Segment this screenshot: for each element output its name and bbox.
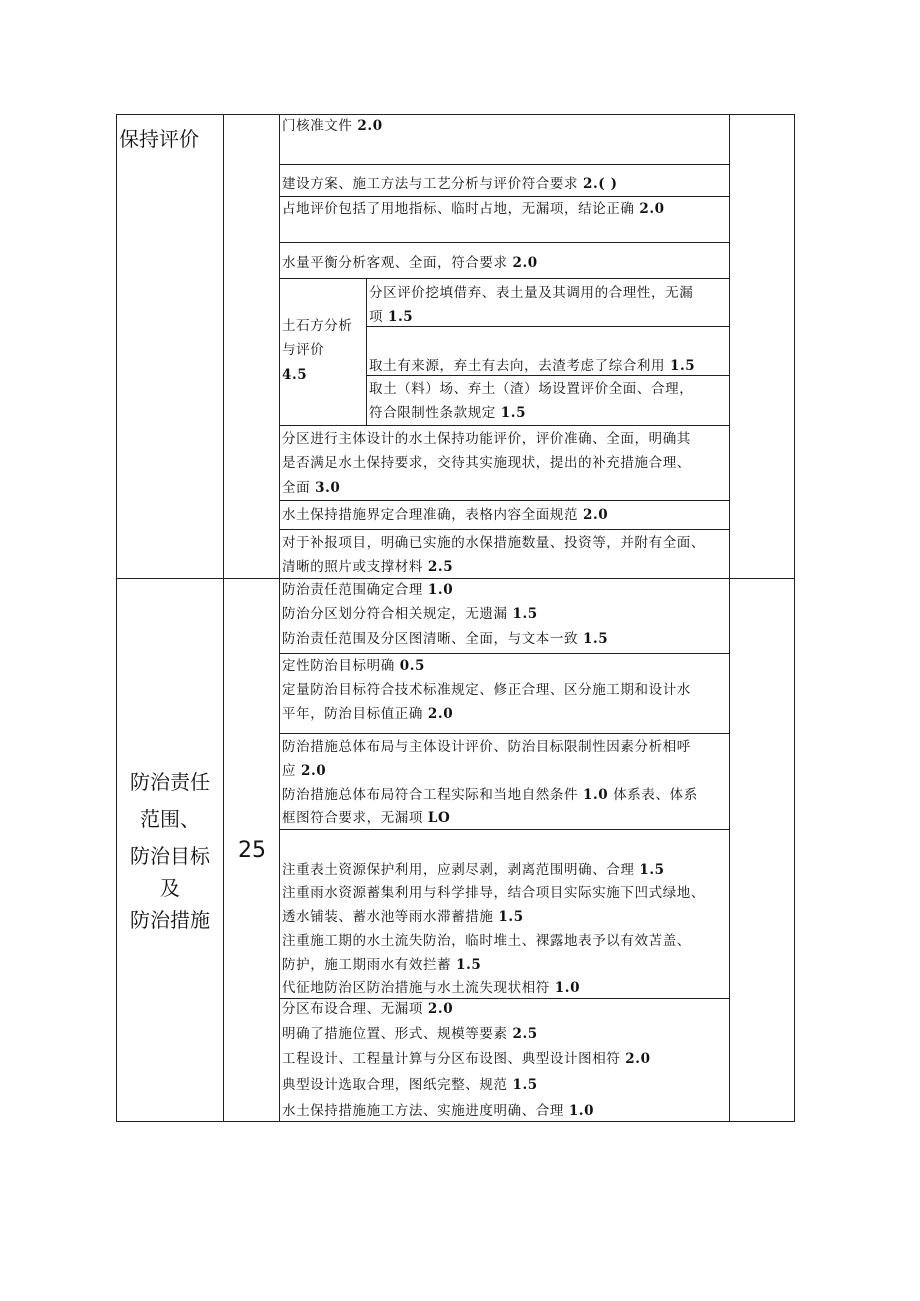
- criterion-text: 项 1.5: [369, 309, 414, 325]
- criterion-text: 取土有来源，弃土有去向，去渣考虑了综合利用 1.5: [369, 358, 696, 374]
- row-line: [279, 278, 729, 279]
- category-label: 保持评价: [119, 127, 199, 151]
- row-line: [279, 500, 729, 501]
- criterion-text: 防治措施总体布局符合工程实际和当地自然条件 1.0 体系表、体系: [282, 787, 698, 803]
- criterion-text: 水土保持措施界定合理准确，表格内容全面规范 2.0: [282, 507, 609, 523]
- criterion-text: 取土（料）场、弃土（渣）场设置评价全面、合理，: [369, 381, 694, 397]
- criterion-text: 防护，施工期雨水有效拦蓄 1.5: [282, 957, 482, 973]
- criterion-text: 水量平衡分析客观、全面，符合要求 2.0: [282, 255, 538, 271]
- criterion-text: 门核准文件 2.0: [282, 118, 383, 134]
- col-line-right: [794, 114, 795, 1122]
- criterion-text: 框图符合要求，无漏项 LO: [282, 810, 451, 826]
- earthwork-score: 4.5: [282, 367, 308, 383]
- earthwork-label: 与评价: [282, 342, 325, 358]
- criterion-text: 注重雨水资源蓄集利用与科学排导，结合项目实际实施下凹式绿地、: [282, 885, 705, 901]
- criterion-text: 防治措施总体布局与主体设计评价、防治目标限制性因素分析相呼: [282, 739, 691, 755]
- criterion-text: 代征地防治区防治措施与水土流失现状相符 1.0: [282, 980, 581, 996]
- row-line: [279, 425, 729, 426]
- criterion-text: 分区进行主体设计的水土保持功能评价，评价准确、全面，明确其: [282, 431, 691, 447]
- criterion-text: 水土保持措施施工方法、实施进度明确、合理 1.0: [282, 1103, 595, 1119]
- row-line: [366, 326, 729, 327]
- criterion-text: 清晰的照片或支撑材料 2.5: [282, 559, 454, 575]
- criterion-text: 定量防治目标符合技术标准规定、修正合理、区分施工期和设计水: [282, 682, 691, 698]
- section-score: 25: [238, 838, 266, 863]
- criterion-text: 分区评价挖填借弃、表土量及其调用的合理性，无漏: [369, 285, 694, 301]
- table-top-border: [116, 114, 795, 115]
- row-line: [279, 164, 729, 165]
- criterion-text: 明确了措施位置、形式、规模等要素 2.5: [282, 1026, 538, 1042]
- criterion-text: 防治责任范围确定合理 1.0: [282, 582, 454, 598]
- earthwork-sub-divider: [366, 278, 367, 425]
- criterion-text: 透水铺装、蓄水池等雨水滞蓄措施 1.5: [282, 909, 524, 925]
- col-line-category: [223, 114, 224, 1122]
- category-label: 防治措施: [130, 908, 210, 932]
- category-label: 防治目标: [130, 844, 210, 868]
- criterion-text: 工程设计、工程量计算与分区布设图、典型设计图相符 2.0: [282, 1051, 651, 1067]
- criterion-text: 典型设计选取合理，图纸完整、规范 1.5: [282, 1077, 538, 1093]
- criterion-text: 全面 3.0: [282, 480, 341, 496]
- criterion-text: 是否满足水土保持要求，交待其实施现状，提出的补充措施合理、: [282, 455, 691, 471]
- criterion-text: 平年，防治目标值正确 2.0: [282, 706, 454, 722]
- criterion-text: 符合限制性条款规定 1.5: [369, 405, 527, 421]
- criterion-text: 建设方案、施工方法与工艺分析与评价符合要求 2.( ): [282, 176, 618, 192]
- earthwork-label: 土石方分析: [282, 318, 353, 334]
- row-line: [279, 733, 729, 734]
- criterion-text: 定性防治目标明确 0.5: [282, 658, 425, 674]
- row-line: [279, 529, 729, 530]
- section-divider: [116, 578, 795, 579]
- category-label: 防治责任: [130, 770, 210, 794]
- col-line-score: [279, 114, 280, 1122]
- row-line: [279, 242, 729, 243]
- col-line-left: [116, 114, 117, 1122]
- criterion-text: 注重表土资源保护利用，应剥尽剥，剥离范围明确、合理 1.5: [282, 862, 665, 878]
- category-label: 及: [160, 876, 180, 900]
- criterion-text: 注重施工期的水土流失防治，临时堆土、裸露地表予以有效苫盖、: [282, 933, 691, 949]
- criterion-text: 分区布设合理、无漏项 2.0: [282, 1001, 454, 1017]
- category-label: 范围、: [140, 807, 200, 831]
- criterion-text: 占地评价包括了用地指标、临时占地，无漏项，结论正确 2.0: [282, 201, 665, 217]
- criterion-text: 对于补报项目，明确已实施的水保措施数量、投资等，并附有全面、: [282, 535, 705, 551]
- criterion-text: 防治分区划分符合相关规定，无遗漏 1.5: [282, 606, 538, 622]
- criterion-text: 应 2.0: [282, 763, 327, 779]
- criterion-text: 防治责任范围及分区图清晰、全面，与文本一致 1.5: [282, 631, 609, 647]
- col-line-content: [729, 114, 730, 1122]
